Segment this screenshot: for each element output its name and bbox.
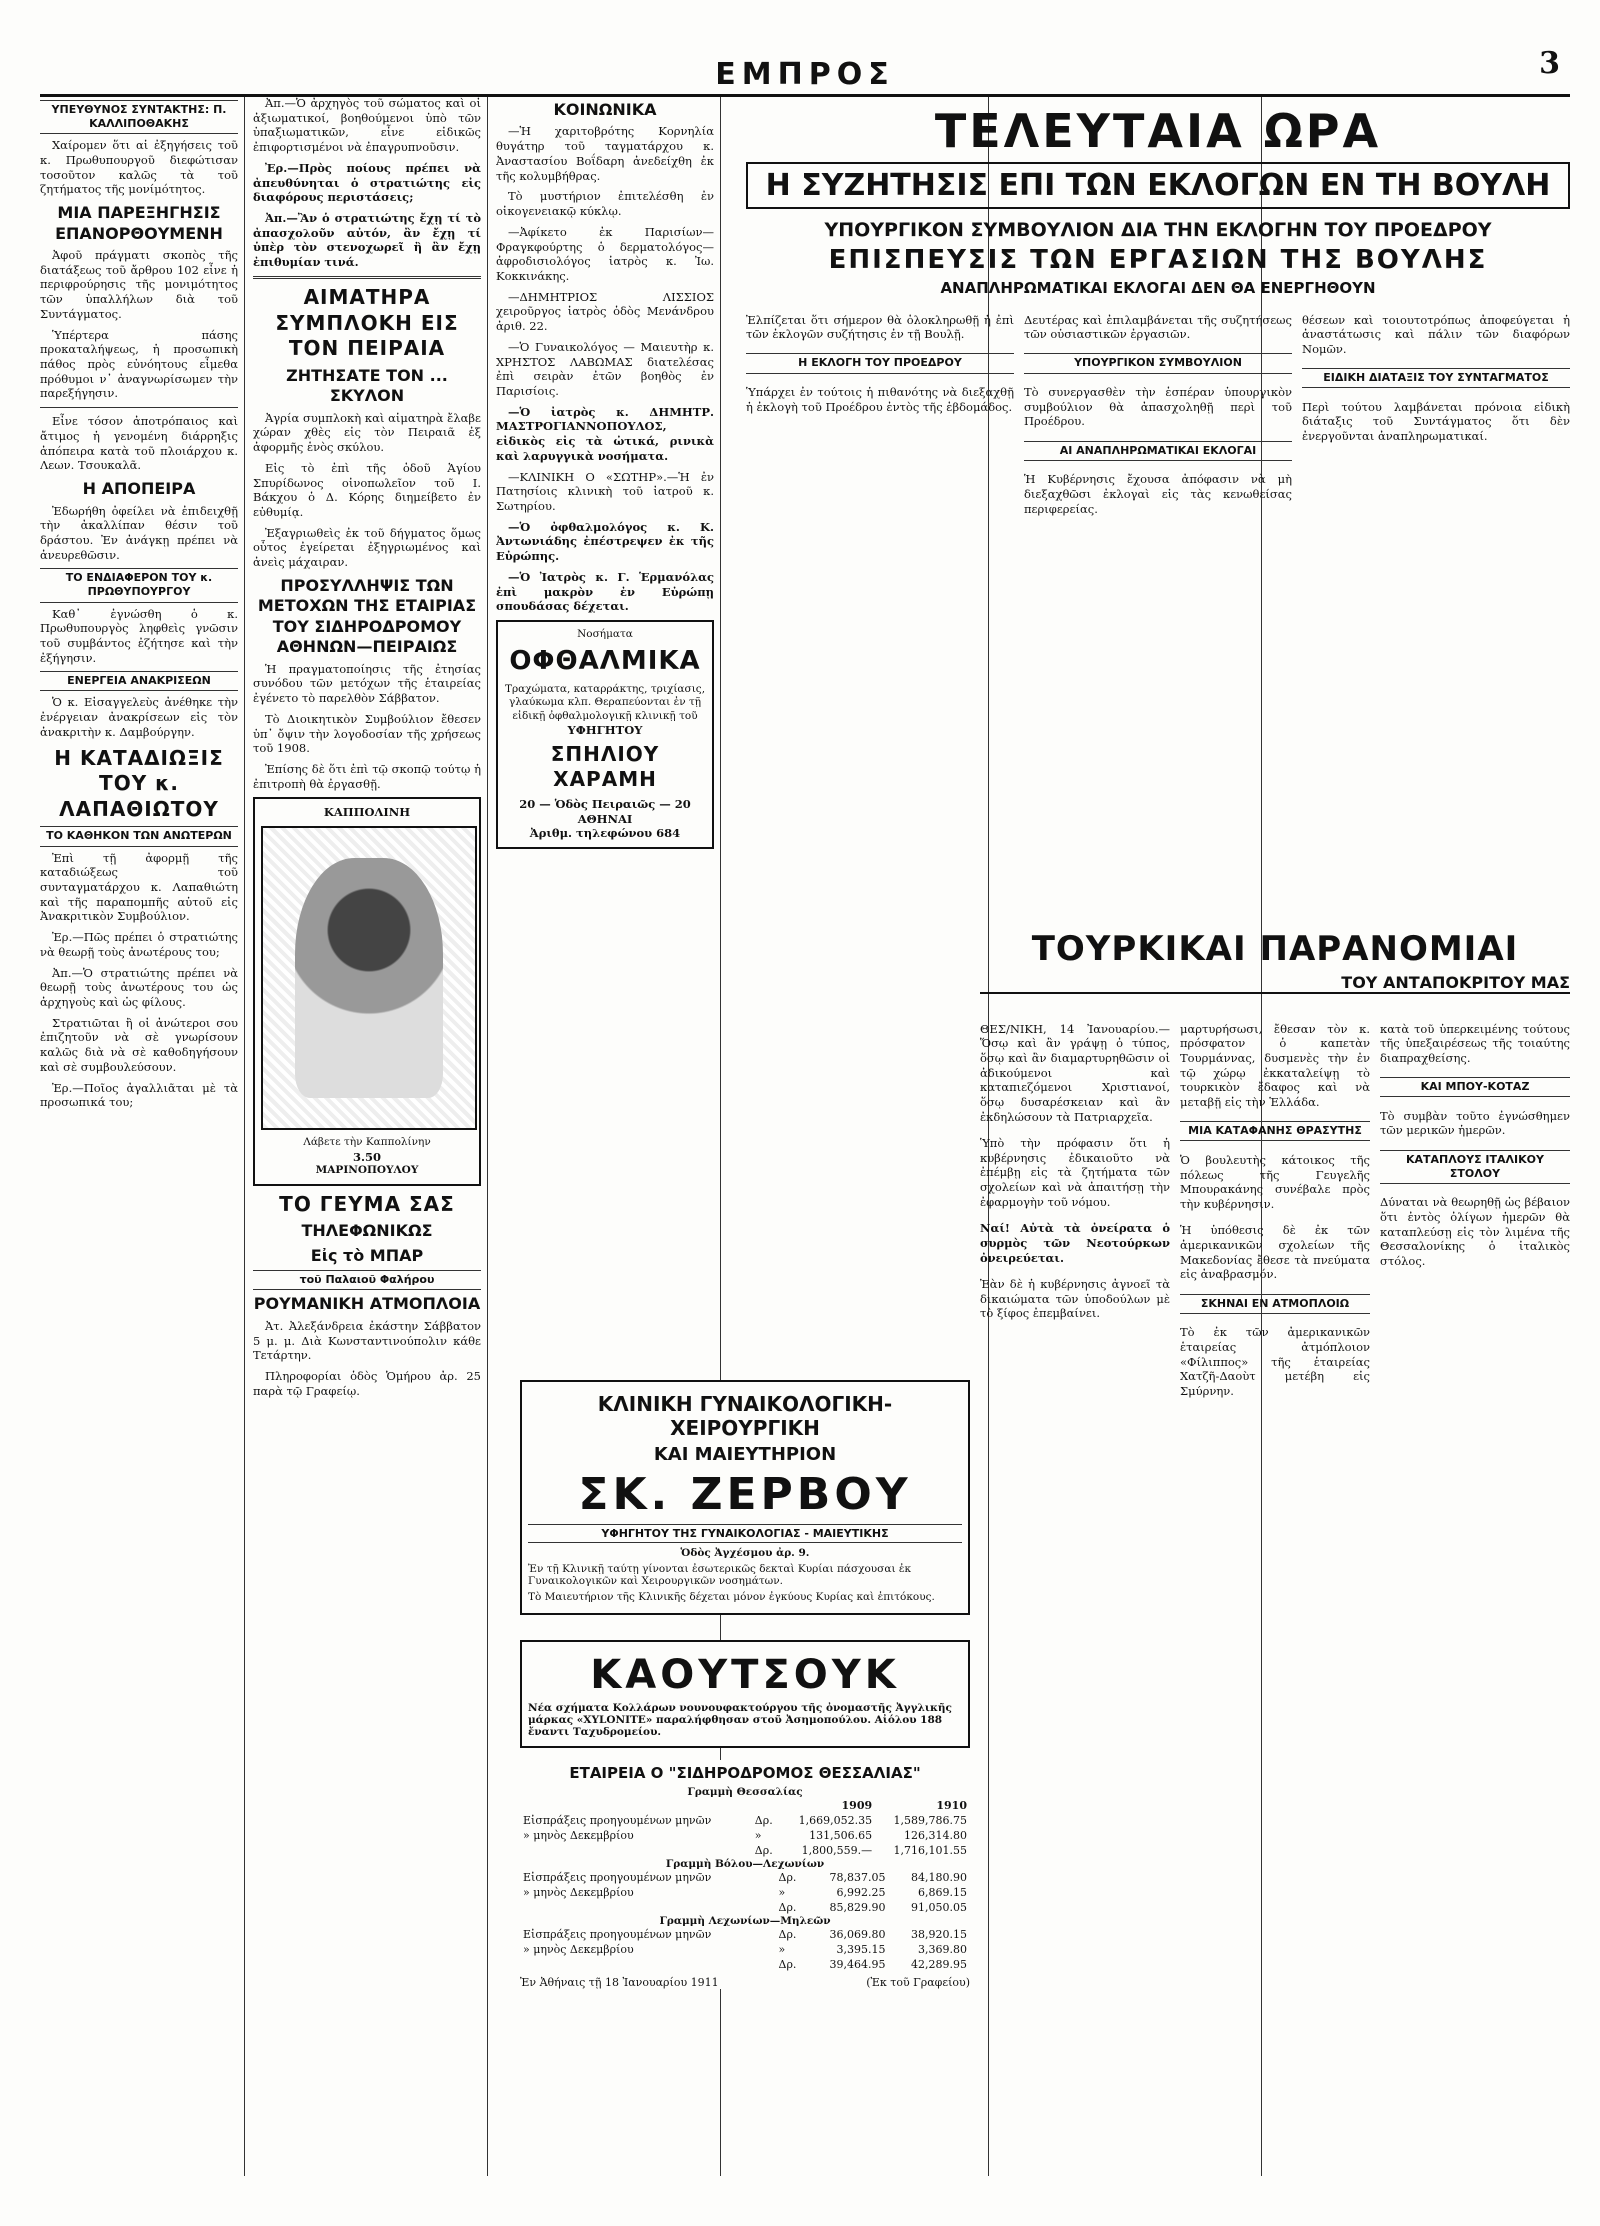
railway-table-1 <box>520 1798 970 1858</box>
row-value: 6,869.15 <box>918 1886 967 1899</box>
article-text: —Ὁ Γυναικολόγος — Μαιευτὴρ κ. ΧΡΗΣΤΟΣ ΛΑΒΩΜΑΣ διατελέσας ἐπὶ σειρὰν ἐτῶν βοηθὸς ἐν Παρισίοις. <box>496 339 714 398</box>
article-text: Τὸ μυστήριον ἐπιτελέσθη ἐν οἰκογενειακῷ κύκλῳ. <box>496 189 714 219</box>
row-label: Εἰσπράξεις προηγουμένων μηνῶν <box>523 1928 712 1941</box>
railway-report <box>520 1760 970 1989</box>
article-text: Χαίρομεν ὅτι αἱ ἐξηγήσεις τοῦ κ. Πρωθυπουργοῦ διεφώτισαν τοσοῦτον καλῶς τὰ τοῦ ζητήματος τῆς μονίμότητος. <box>40 138 238 197</box>
row-currency: Δρ. <box>754 1814 773 1827</box>
row-value: 42,289.95 <box>911 1958 967 1971</box>
report-source: (Ἐκ τοῦ Γραφείου) <box>866 1976 970 1989</box>
table-row <box>520 1828 970 1843</box>
article-text: ΘΕΣ/ΝΙΚΗ, 14 Ἰανουαρίου.—Ὅσῳ καὶ ἂν γράψῃ ὁ τύπος, ὅσῳ καὶ ἂν διαμαρτυρηθῶσιν οἱ ἀδικούμενοι καὶ καταπιεζόμενοι Χριστιανοί, ὅσῳ δυσαρέσκειαν καὶ ἂν ἐκδηλώσουν τὰ Πατριαρχεῖα. <box>980 1021 1170 1124</box>
turkish-col-3 <box>1380 1010 1570 1410</box>
main-headline: ΤΕΛΕΥΤΑΙΑ ΩΡΑ <box>934 104 1382 158</box>
row-label: » μηνὸς Δεκεμβρίου <box>523 1943 634 1956</box>
article-text: Πληροφορίαι ὁδὸς Ὁμήρου ἀρ. 25 παρὰ τῷ Γραφείῳ. <box>253 1368 481 1398</box>
article-text: —Ὁ ἰατρὸς κ. ΔΗΜΗΤΡ. ΜΑΣΤΡΟΓΙΑΝΝΟΠΟΥΛΟΣ, εἰδικὸς εἰς τὰ ὠτικά, ρινικὰ καὶ λαρυγγικὰ νοσήματα. <box>496 404 714 463</box>
ad-address: 20 — Ὁδὸς Πειραιῶς — 20 <box>519 796 691 811</box>
article-text: Ἡ Κυβέρνησις ἔχουσα ἀπόφασιν νὰ μὴ διεξαχθῶσι ἐκλογαὶ εἰς τὰς κενωθείσας περιφερείας. <box>1024 472 1292 516</box>
ad-role: ΥΦΗΓΗΤΟΥ <box>567 723 643 738</box>
rubber-ad <box>520 1640 970 1748</box>
headline: ΥΠΟΥΡΓΙΚΟΝ ΣΥΜΒΟΥΛΙΟΝ <box>1024 353 1292 373</box>
row-value: 1,669,052.35 <box>798 1814 873 1827</box>
subheadline: Εἰς τὸ ΜΠΑΡ <box>310 1245 424 1265</box>
subheadline: ΤΟΥ ΑΝΤΑΠΟΚΡΙΤΟΥ ΜΑΣ <box>980 973 1570 994</box>
article-text: Ἐπίσης δὲ ὅτι ἐπὶ τῷ σκοπῷ τούτῳ ἡ ἐπιτροπὴ θὰ ἐργασθῇ. <box>253 762 481 791</box>
article-text: μαρτυρήσωσι, ἔθεσαν τὸν κ. πρόσφατον ὁ καπετὰν Τουρμάννας, δυσμενὲς τὴν ἐν τῷ χώρῳ ἐκκαταλείψῃ τὸ τουρκικὸν ἔδαφος καὶ νὰ μεταβῇ εἰς τὴν Ἑλλάδα. <box>1180 1021 1370 1110</box>
article-text: Ἐρ.—Ποῖος ἀγαλλιᾶται μὲ τὰ προσωπικά του; <box>40 1080 238 1110</box>
row-value: 91,050.05 <box>911 1901 967 1914</box>
ad-name: ΣΚ. ΖΕΡΒΟΥ <box>578 1469 912 1520</box>
ad-title: ΟΦΘΑΛΜΙΚΑ <box>509 646 701 677</box>
ad-top: Νοσήματα <box>577 628 633 641</box>
row-value: 1,800,559.— <box>801 1844 873 1857</box>
line-title: Γραμμὴ Λεχωνίων—Μηλεῶν <box>659 1915 831 1927</box>
subheadline: ΤΗΛΕΦΩΝΙΚΩΣ <box>301 1221 433 1241</box>
article-text: Ἐρ.—Πρὸς ποίους πρέπει νὰ ἀπευθύνηται ὁ στρατιώτης εἰς διαφόρους περιστάσεις; <box>253 160 481 205</box>
divider <box>253 276 481 279</box>
ad-phone: Ἀριθμ. τηλεφώνου 684 <box>529 826 681 841</box>
report-footer <box>520 1976 970 1989</box>
row-value: 3,395.15 <box>836 1943 886 1956</box>
article-text: —Ὁ ὀφθαλμολόγος κ. Κ. Ἀντωνιάδης ἐπέστρεψεν ἐκ τῆς Εὐρώπης. <box>496 519 714 564</box>
row-currency: » <box>754 1829 762 1842</box>
row-value: 1,716,101.55 <box>893 1844 967 1857</box>
article-text: Ναί! Αὐτὰ τὰ ὀνείρατα ὁ συρμὸς τῶν Νεοτούρκων ὀνειρεύεται. <box>980 1221 1170 1265</box>
report-date: Ἐν Ἀθήναις τῇ 18 Ἰανουαρίου 1911 <box>520 1976 719 1989</box>
row-value: 1,589,786.75 <box>893 1814 967 1827</box>
table-row <box>520 1798 970 1813</box>
row-currency: » <box>778 1886 786 1899</box>
headline: ΤΟΥΡΚΙΚΑΙ ΠΑΡΑΝΟΜΙΑΙ <box>1031 929 1519 969</box>
subheadline: ΖΗΤΗΣΑΤΕ ΤΟΝ ... ΣΚΥΛΟΝ <box>286 365 448 406</box>
row-label <box>520 1957 776 1972</box>
article-text: κατὰ τοῦ ὑπερκειμένης τούτους τῆς ὑπεξαιρέσεως τῆς τοιαύτης διαπραχθείσης. <box>1380 1021 1570 1065</box>
ad-maker: ΜΑΡΙΝΟΠΟΥΛΟΥ <box>315 1164 419 1177</box>
article-text: Ἐὰν δὲ ἡ κυβέρνησις ἀγνοεῖ τὰ δικαιώματα τῶν ὑποδούλων μὲ τὸ ξίφος ἐπεμβαίνει. <box>980 1276 1170 1321</box>
table-row <box>520 1843 970 1858</box>
railway-table-2 <box>520 1870 970 1915</box>
row-value: 6,992.25 <box>836 1886 886 1899</box>
article-text: Ἐξαγριωθεὶς ἐκ τοῦ δήγματος ὅμως οὗτος ἐγείρεται ἐξηγριωμένος καὶ ἀνεὶς μάχαιραν. <box>253 525 481 570</box>
headline: ΑΙ ΑΝΑΠΛΗΡΩΜΑΤΙΚΑΙ ΕΚΛΟΓΑΙ <box>1024 441 1292 461</box>
kappolini-ad <box>253 797 481 1185</box>
article-text: Ὑπέρτερα πάσης προκαταλήψεως, ἡ προσωπικὴ πάθος πρὸς εὐνόητους εἶμεθα πρόθυμοι ν᾽ ἀναγνωρίσωμεν τὴν παρεξήγησιν. <box>40 327 238 401</box>
ad-city: ΑΘΗΝΑΙ <box>577 811 633 826</box>
row-value: 131,506.65 <box>809 1829 873 1842</box>
ad-role: ΥΦΗΓΗΤΟΥ ΤΗΣ ΓΥΝΑΙΚΟΛΟΓΙΑΣ - ΜΑΙΕΥΤΙΚΗΣ <box>528 1524 962 1543</box>
ad-text: Λάβετε τὴν Καππολίνην <box>303 1136 431 1149</box>
turkish-col-2 <box>1180 1010 1370 1410</box>
row-value: 38,920.15 <box>911 1928 967 1941</box>
article-text: Ἡ ὑπόθεσις δὲ ἐκ τῶν ἀμερικανικῶν σχολείων τῆς Μακεδονίας ἔθεσε τὰ πνεύματα εἰς ἀναβρασμόν. <box>1180 1223 1370 1282</box>
section-title: ΚΟΙΝΩΝΙΚΑ <box>553 100 657 119</box>
headline: ΜΙΑ ΠΑΡΕΞΗΓΗΣΙΣ ΕΠΑΝΟΡΘΟΥΜΕΝΗ <box>55 203 223 243</box>
ad-address: Ὁδὸς Ἀγχέσμου ἀρ. 9. <box>680 1547 810 1559</box>
table-row <box>520 1813 970 1828</box>
row-value: 36,069.80 <box>829 1928 886 1941</box>
subheadline: ΑΝΑΠΛΗΡΩΜΑΤΙΚΑΙ ΕΚΛΟΓΑΙ ΔΕΝ ΘΑ ΕΝΕΡΓΗΘΟΥΝ <box>940 279 1376 297</box>
table-row <box>520 1900 970 1915</box>
year-header: 1910 <box>936 1799 967 1812</box>
ad-title: ΚΛΙΝΙΚΗ ΓΥΝΑΙΚΟΛΟΓΙΚΗ-ΧΕΙΡΟΥΡΓΙΚΗ <box>597 1392 893 1440</box>
article-text: Ὁ βουλευτὴς κάτοικος τῆς πόλεως τῆς Γευγελῆς Μπουρακάνης συνέβαλε πρὸς τὴν κυβέρνησιν. <box>1180 1152 1370 1212</box>
column-1 <box>40 96 245 2176</box>
article-text: Ἀπ.—Ὁ ἀρχηγὸς τοῦ σώματος καὶ οἱ ἀξιωματικοί, βοηθούμενοι ὑπὸ τῶν ὑπαξιωματικῶν, εἶνε εἰδικῶς ἐπιφορτισμένοι νὰ ἐπαγρυπνοῦσιν. <box>253 96 481 155</box>
row-label <box>520 1843 752 1858</box>
row-currency: Δρ. <box>778 1958 797 1971</box>
row-value: 3,369.80 <box>918 1943 967 1956</box>
article-text: Τὸ Διοικητικὸν Συμβούλιον ἔθεσεν ὑπ᾽ ὄψιν τὴν λογοδοσίαν τῆς χρήσεως τοῦ 1908. <box>253 711 481 756</box>
article-text: Ἀπ.—Ἂν ὁ στρατιώτης ἔχῃ τί τὸ ἀπασχολοῦν αὐτόν, ἂν ἔχῃ τί ὑπὲρ τὸν στενοχωρεῖ ἢ ἂν ἔχῃ ἐπιθυμίαν τινά. <box>253 211 481 270</box>
report-title: ΕΤΑΙΡΕΙΑ Ο "ΣΙΔΗΡΟΔΡΟΜΟΣ ΘΕΣΣΑΛΙΑΣ" <box>569 1764 921 1782</box>
article-text: Δευτέρας καὶ ἐπιλαμβάνεται τῆς συζητήσεως τῶν οὐσιαστικῶν ἐργασιῶν. <box>1024 312 1292 342</box>
last-hour-columns <box>746 301 1570 528</box>
ad-price: 3.50 <box>352 1149 381 1164</box>
turkish-col-1 <box>980 1010 1170 1410</box>
table-row <box>520 1885 970 1900</box>
row-value: 126,314.80 <box>904 1829 967 1842</box>
article-text: —Ἀφίκετο ἐκ Παρισίων—Φραγκφούρτης ὁ δερματολόγος—ἀφροδισιολόγος ἰατρὸς κ. Ἰω. Κοκκινάκης. <box>496 224 714 283</box>
headline: ΚΑΙ ΜΠΟΥ-ΚΟΤΑΖ <box>1380 1077 1570 1097</box>
article-text: Στρατιῶται ἢ οἱ ἀνώτεροι σου ἐπιζητοῦν νὰ σὲ γνωρίσουν καλῶς διὰ νὰ σὲ καθοδηγήσουν καὶ σὲ συμβουλεύσουν. <box>40 1015 238 1074</box>
column-2 <box>253 96 488 2176</box>
row-value: 39,464.95 <box>829 1958 886 1971</box>
headline: ΤΟ ΓΕΥΜΑ ΣΑΣ <box>279 1191 455 1216</box>
last-hour-col-3 <box>1302 301 1570 528</box>
table-row <box>520 1942 970 1957</box>
row-label: Εἰσπράξεις προηγουμένων μηνῶν <box>523 1871 712 1884</box>
ad-body: Τὸ Μαιευτήριον τῆς Κλινικῆς δέχεται μόνον ἐγκύους Κυρίας καὶ ἐπιτόκους. <box>528 1591 935 1603</box>
article-text: Τὸ ἐκ τῶν ἀμερικανικῶν ἑταιρείας ἀτμόπλοιον «Φίλιππος» τῆς ἑταιρείας Χατζῆ-Δαοὺτ μετέβη εἰς Σμύρνην. <box>1180 1325 1370 1399</box>
row-value: 78,837.05 <box>829 1871 886 1884</box>
editor-line: ΥΠΕΥΘΥΝΟΣ ΣΥΝΤΑΚΤΗΣ: Π. ΚΑΛΛΙΠΟΘΑΚΗΣ <box>40 100 238 134</box>
row-label: » μηνὸς Δεκεμβρίου <box>523 1886 634 1899</box>
article-text: Καθ᾽ ἐγνώσθη ὁ κ. Πρωθυπουργὸς ληφθεὶς γνῶσιν τοῦ συμβάντος ἐζήτησε καὶ τὴν ἐξήγησιν. <box>40 606 238 665</box>
turkish-headline-block <box>980 925 1570 998</box>
article-text: —Ὁ Ἰατρὸς κ. Γ. Ἑρμανόλας ἐπὶ μακρὸν ἐν Εὐρώπῃ σπουδάσας δέχεται. <box>496 569 714 614</box>
year-header: 1909 <box>841 1799 873 1812</box>
article-text: Ἡ πραγματοποίησις τῆς ἐτησίας συνόδου τῶν μετόχων τῆς ἑταιρείας ἐγένετο τὸ παρελθὸν Σάββατον. <box>253 661 481 706</box>
article-text: Ἀτ. Ἀλεξάνδρεια ἐκάστην Σάββατον 5 μ. μ. Διὰ Κωνσταντινούπολιν κάθε Τετάρτην. <box>253 1318 481 1363</box>
ad-portrait-image <box>261 826 477 1130</box>
row-currency: Δρ. <box>778 1901 797 1914</box>
headline: ΠΡΟΣΥΛΛΗΨΙΣ ΤΩΝ ΜΕΤΟΧΩΝ ΤΗΣ ΕΤΑΙΡΙΑΣ ΤΟΥ ΣΙΔΗΡΟΔΡΟΜΟΥ ΑΘΗΝΩΝ—ΠΕΙΡΑΙΩΣ <box>257 575 477 657</box>
last-hour-col-1 <box>746 301 1014 528</box>
ad-body: Ἐν τῇ Κλινικῇ ταύτῃ γίνονται ἐσωτερικῶς δεκταὶ Κυρίαι πάσχουσαι ἐκ Γυναικολογικῶν καὶ Χειρουργικῶν νοσημάτων. <box>528 1563 912 1587</box>
row-value: 84,180.90 <box>911 1871 967 1884</box>
headline: ΕΙΔΙΚΗ ΔΙΑΤΑΞΙΣ ΤΟΥ ΣΥΝΤΑΓΜΑΤΟΣ <box>1302 368 1570 388</box>
article-text: Εἶνε τόσον ἀποτρόπαιος καὶ ἄτιμος ἡ γενομένη διάρρηξις ἀπόπειρα κατὰ τοῦ πλοιάρχου κ. Λεων. Τσουκαλᾶ. <box>40 414 238 473</box>
row-currency: » <box>778 1943 786 1956</box>
ad-name: ΣΠΗΛΙΟΥ ΧΑΡΑΜΗ <box>550 741 660 792</box>
divider <box>40 407 238 408</box>
article-text: Ἐδωρήθη ὀφείλει νὰ ἐπιδειχθῇ τὴν ἀκαλλίπαν θέσιν τοῦ δράστου. Ἐν ἀνάγκῃ πρέπει νὰ ἀνευρεθῶσιν. <box>40 503 238 562</box>
headline: ΑΙΜΑΤΗΡΑ ΣΥΜΠΛΟΚΗ ΕΙΣ ΤΟΝ ΠΕΙΡΑΙΑ <box>275 284 459 361</box>
masthead <box>40 46 1570 97</box>
article-text: Ὑπάρχει ἐν τούτοις ἡ πιθανότης νὰ διεξαχθῇ ἡ ἐκλογὴ τοῦ Προέδρου ἐντὸς τῆς ἑβδομάδος. <box>746 385 1014 414</box>
article-text: Ἀπ.—Ὁ στρατιώτης πρέπει νὰ θεωρῇ τοὺς ἀνωτέρους του ὡς ἀρχηγοὺς καὶ ὡς φίλους. <box>40 965 238 1009</box>
railway-table-3 <box>520 1927 970 1972</box>
table-row <box>520 1870 970 1885</box>
article-text: Ἐρ.—Πῶς πρέπει ὁ στρατιώτης νὰ θεωρῇ τοὺς ἀνωτέρους του; <box>40 930 238 959</box>
article-text: Ἀφοῦ πράγματι σκοπὸς τῆς διατάξεως τοῦ ἄρθρου 102 εἶνε ἡ περιφρούρησις τῆς μονιμότητος τῶν ὑπαλλήλων διὰ τοῦ Συντάγματος. <box>40 247 238 321</box>
article-text: —ΚΛΙΝΙΚΗ Ο «ΣΩΤΗΡ».—Ἡ ἐν Πατησίοις κλινικὴ τοῦ ἰατροῦ κ. Σωτηρίου. <box>496 469 714 513</box>
subheadline: ΤΟ ΚΑΘΗΚΟΝ ΤΩΝ ΑΝΩΤΕΡΩΝ <box>40 826 238 846</box>
article-text: —ΔΗΜΗΤΡΙΟΣ ΛΙΣΣΙΟΣ χειροῦργος ἰατρὸς ὁδὸς Μενάνδρου ἀριθ. 22. <box>496 289 714 334</box>
table-row <box>520 1957 970 1972</box>
clinic-ad <box>520 1380 970 1615</box>
row-value: 85,829.90 <box>829 1901 886 1914</box>
headline: Η ΑΠΟΠΕΙΡΑ <box>82 479 196 499</box>
line-title: Γραμμὴ Θεσσαλίας <box>687 1786 803 1798</box>
last-hour-col-2 <box>1024 301 1292 528</box>
article-text: θέσεων καὶ τοιουτοτρόπως ἀποφεύγεται ἡ ἀναστάτωσις καὶ πάλιν τῶν διαφόρων Νομῶν. <box>1302 312 1570 356</box>
headline: ΕΝΕΡΓΕΙΑ ΑΝΑΚΡΙΣΕΩΝ <box>40 671 238 691</box>
row-label: Εἰσπράξεις προηγουμένων μηνῶν <box>523 1814 712 1827</box>
article-text: Εἰς τὸ ἐπὶ τῆς ὁδοῦ Ἁγίου Σπυρίδωνος οἰνοπωλεῖον τοῦ Ι. Βάκχου ὁ Δ. Κόρης διημείβετο ἐν εὐθυμίᾳ. <box>253 460 481 519</box>
last-hour-block <box>746 100 1570 528</box>
headline-band: Η ΣΥΖΗΤΗΣΙΣ ΕΠΙ ΤΩΝ ΕΚΛΟΓΩΝ ΕΝ ΤΗ ΒΟΥΛΗ <box>746 162 1570 209</box>
article-text: Δύναται νὰ θεωρηθῇ ὡς βέβαιον ὅτι ἐντὸς ὀλίγων ἡμερῶν θὰ καταπλεύσῃ εἰς τὸν λιμένα τῆς Θεσσαλονίκης ὁ ἰταλικὸς στόλος. <box>1380 1195 1570 1269</box>
line-title: Γραμμὴ Βόλου—Λεχωνίων <box>665 1858 825 1870</box>
subheadline: τοῦ Παλαιοῦ Φαλήρου <box>253 1270 481 1290</box>
row-label <box>520 1900 776 1915</box>
table-row <box>520 1927 970 1942</box>
ad-subtitle: ΚΑΙ ΜΑΙΕΥΤΗΡΙΟΝ <box>653 1444 837 1465</box>
ad-body: Τραχώματα, καταρράκτης, τριχίασις, γλαύκωμα κλπ. Θεραπεύονται ἐν τῇ εἰδικῇ ὀφθαλμολογικῇ κλινικῇ τοῦ <box>504 682 706 722</box>
subheadline: ΥΠΟΥΡΓΙΚΟΝ ΣΥΜΒΟΥΛΙΟΝ ΔΙΑ ΤΗΝ ΕΚΛΟΓΗΝ ΤΟΥ ΠΡΟΕΔΡΟΥ <box>824 219 1492 241</box>
ad-title: ΚΑΟΥΤΣΟΥΚ <box>590 1652 900 1698</box>
row-label: » μηνὸς Δεκεμβρίου <box>523 1829 634 1842</box>
headline: ΤΟ ΕΝΔΙΑΦΕΡΟΝ ΤΟΥ κ. ΠΡΩΘΥΠΟΥΡΓΟΥ <box>40 568 238 602</box>
row-currency: Δρ. <box>778 1871 797 1884</box>
article-text: Περὶ τούτου λαμβάνεται πρόνοια εἰδικὴ διάταξις τοῦ Συντάγματος ὅτι δὲν ἐνεργοῦνται ἀναπληρωματικαί. <box>1302 399 1570 444</box>
article-text: Ἀγρία συμπλοκὴ καὶ αἱματηρὰ ἔλαβε χώραν χθὲς εἰς τὸν Πειραιᾶ ἐξ ἀφορμῆς ἑνὸς σκύλου. <box>253 410 481 455</box>
article-text: Ἐπὶ τῇ ἀφορμῇ τῆς καταδιώξεως τοῦ συνταγματάρχου κ. Λαπαθιώτη καὶ τῆς παραπομπῆς αὐτοῦ εἰς Ἀνακριτικὸν Συμβούλιον. <box>40 850 238 924</box>
row-currency: Δρ. <box>754 1844 773 1857</box>
article-text: Ὁ κ. Εἰσαγγελεὺς ἀνέθηκε τὴν ἐνέργειαν ἀνακρίσεων εἰς τὸν ἀνακριτὴν κ. Δαμβούργην. <box>40 695 238 739</box>
headline: Η ΚΑΤΑΔΙΩΞΙΣ ΤΟΥ κ. ΛΑΠΑΘΙΩΤΟΥ <box>54 745 224 821</box>
headline: Η ΕΚΛΟΓΗ ΤΟΥ ΠΡΟΕΔΡΟΥ <box>746 353 1014 373</box>
ad-body: Νέα σχήματα Κολλάρων νουνουφακτούργου τῆς ὀνομαστῆς Ἀγγλικῆς μάρκας «XYLONITE» παραλήφθησαν στοῦ Ἀσημοπούλου. Αἰόλου 188 ἔναντι Ταχυδρομείου. <box>528 1702 952 1738</box>
article-text: Ὑπὸ τὴν πρόφασιν ὅτι ἡ κυβέρνησις ἐδικαιοῦτο νὰ ἐπέμβῃ εἰς τὰ ζητήματα τῶν σχολείων καὶ νὰ ἀπαιτήσῃ τὴν ἐφαρμογὴν τοῦ νόμου. <box>980 1136 1170 1209</box>
ophthalmic-ad <box>496 620 714 849</box>
headline: ΚΑΤΑΠΛΟΥΣ ΙΤΑΛΙΚΟΥ ΣΤΟΛΟΥ <box>1380 1150 1570 1184</box>
headline: ΜΙΑ ΚΑΤΑΦΑΝΗΣ ΘΡΑΣΥΤΗΣ <box>1180 1121 1370 1141</box>
page-number: 3 <box>1539 46 1560 81</box>
masthead-title: ΕΜΠΡΟΣ <box>715 57 895 92</box>
row-currency: Δρ. <box>778 1928 797 1941</box>
article-text: —Ἡ χαριτοβρότης Κορνηλία θυγάτηρ τοῦ ταγματάρχου κ. Ἀναστασίου Βοΐδαρη ἀνεδείχθη ἐκ τῆς κολυμβήθρας. <box>496 124 714 183</box>
turkish-columns <box>980 1010 1570 1410</box>
article-text: Ἐλπίζεται ὅτι σήμερον θὰ ὁλοκληρωθῇ ἡ ἐπὶ τῶν ἐκλογῶν συζήτησις ἐν τῇ Βουλῇ. <box>746 312 1014 342</box>
article-text: Τὸ συνεργασθὲν τὴν ἑσπέραν ὑπουργικὸν συμβούλιον θὰ ἀπασχοληθῇ περὶ τοῦ Προέδρου. <box>1024 385 1292 429</box>
ad-brand: ΚΑΠΠΟΛΙΝΗ <box>323 805 411 820</box>
headline: ΡΟΥΜΑΝΙΚΗ ΑΤΜΟΠΛΟΙΑ <box>253 1294 481 1314</box>
headline: ΣΚΗΝΑΙ ΕΝ ΑΤΜΟΠΛΟΙΩ <box>1180 1294 1370 1314</box>
subheadline: ΕΠΙΣΠΕΥΣΙΣ ΤΩΝ ΕΡΓΑΣΙΩΝ ΤΗΣ ΒΟΥΛΗΣ <box>828 245 1488 275</box>
article-text: Τὸ συμβὰν τοῦτο ἐγνώσθημεν τῶν μερικῶν ἡμερῶν. <box>1380 1108 1570 1138</box>
